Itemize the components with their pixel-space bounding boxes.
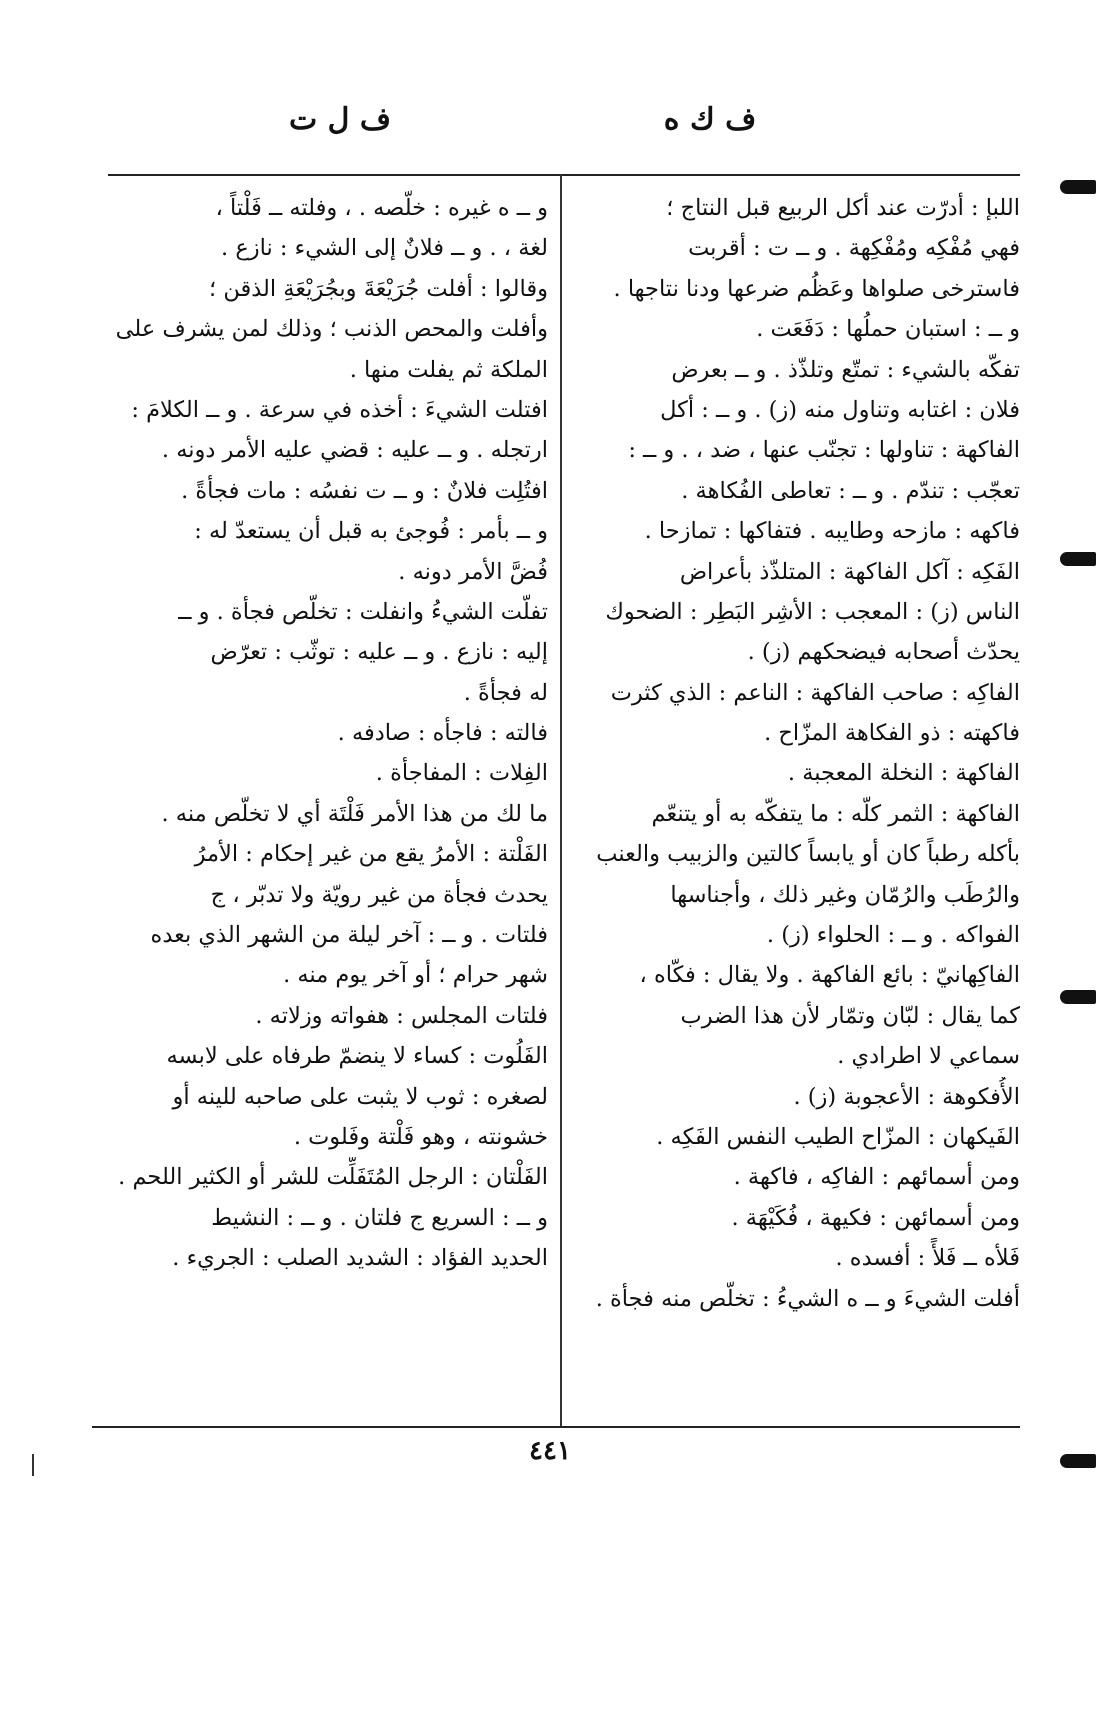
text-line: ومن أسمائهن : فكيهة ، فُكَيْهَة . [731, 1204, 1020, 1231]
left-column [112, 188, 548, 1279]
left-column-root-header: ف ل ت [288, 102, 392, 137]
text-line: الفَكِه : آكل الفاكهة : المتلذّذ بأعراض [679, 558, 1020, 585]
text-line: الفِلات : المفاجأة . [375, 760, 548, 787]
text-line: كما يقال : لبّان وتمّار لأن هذا الضرب [680, 1002, 1020, 1029]
right-column [572, 188, 1020, 1319]
text-line: فلتات . و ــ : آخر ليلة من الشهر الذي بعده [150, 922, 548, 949]
text-line: أفلت الشيءَ و ــ ه الشيءُ : تخلّص منه فجأة . [595, 1285, 1020, 1312]
text-line: ما لك من هذا الأمر فَلْتَة أي لا تخلّص منه . [161, 800, 548, 827]
margin-tick [32, 1454, 34, 1476]
text-line: فاكهه : مازحه وطايبه . فتفاكها : تمازحا . [644, 518, 1020, 545]
text-line: الفاكهة : تناولها : تجنّب عنها ، ضد ، . و ــ : [628, 437, 1020, 464]
text-line: الفَلْتان : الرجل المُتَفَلِّت للشر أو الكثير اللحم . [118, 1164, 548, 1191]
text-line: الفاكِهانيّ : بائع الفاكهة . ولا يقال : فكّاه ، [639, 962, 1020, 989]
text-line: الفاكهة : النخلة المعجبة . [787, 760, 1020, 787]
text-line: و ــ : السريع ج فلتان . و ــ : النشيط [211, 1204, 548, 1231]
right-column-root-header: ف ك ه [663, 102, 757, 137]
text-line: له فجأةً . [463, 679, 548, 706]
text-line: وقالوا : أفلت جُرَيْعَةَ وبجُرَيْعَةِ الذقن ؛ [209, 275, 548, 302]
text-line: فالته : فاجأه : صادفه . [337, 720, 548, 747]
bottom-rule [92, 1426, 1020, 1428]
text-line: فلان : اغتابه وتناول منه (ز) . و ــ : أكل [660, 396, 1020, 423]
margin-tab-mark [1060, 552, 1096, 566]
text-line: فَلأه ــ فَلأً : أفسده . [835, 1245, 1020, 1272]
text-line: فلتات المجلس : هفواته وزلاته . [255, 1002, 548, 1029]
text-line: الفاكِه : صاحب الفاكهة : الناعم : الذي كثرت [610, 679, 1020, 706]
text-line: اللبإ : أدرّت عند أكل الربيع قبل النتاج ؛ [666, 195, 1020, 221]
text-line: فهي مُفْكِه ومُفْكِهة . و ــ ت : أقربت [688, 235, 1020, 262]
text-line: والرُطَب والرُمّان وغير ذلك ، وأجناسها [670, 881, 1020, 908]
text-line: ارتجله . و ــ عليه : قضي عليه الأمر دونه . [161, 437, 548, 464]
text-line: لغة ، . و ــ فلانٌ إلى الشيء : نازع . [221, 235, 548, 262]
text-line: بأكله رطباً كان أو يابساً كالتين والزبيب والعنب [596, 841, 1020, 868]
text-line: الحديد الفؤاد : الشديد الصلب : الجريء . [172, 1245, 548, 1272]
text-line: الملكة ثم يفلت منها . [349, 356, 548, 383]
text-line: و ــ : استبان حملُها : دَفَعَت . [756, 316, 1020, 343]
text-line: الفاكهة : الثمر كلّه : ما يتفكّه به أو يتنعّم [651, 800, 1020, 827]
text-line: يحدث فجأة من غير رويّة ولا تدبّر ، ج [210, 881, 548, 908]
margin-tab-mark [1060, 1454, 1096, 1468]
text-line: وأفلت والمحص الذنب ؛ وذلك لمن يشرف على [115, 316, 548, 343]
text-line: الفَلْتة : الأمرُ يقع من غير إحكام : الأمرُ [194, 841, 548, 868]
text-line: فاكهته : ذو الفكاهة المزّاح . [764, 720, 1020, 747]
column-divider [560, 174, 562, 1426]
text-line: يحدّث أصحابه فيضحكهم (ز) . [747, 639, 1020, 666]
text-line: الأُفكوهة : الأعجوبة (ز) . [793, 1083, 1020, 1110]
text-line: الفَلُوت : كساء لا ينضمّ طرفاه على لابسه [166, 1043, 548, 1070]
text-line: افتُلِت فلانٌ : و ــ ت نفسُه : مات فجأةً . [181, 477, 548, 504]
text-line: فاسترخى صلواها وعَظُم ضرعها ودنا نتاجها . [613, 275, 1020, 302]
text-line: و ــ ه غيره : خلّصه . ، وفلته ــ فَلْتاً ، [215, 195, 548, 221]
text-line: إليه : نازع . و ــ عليه : توثّب : تعرّض [210, 639, 548, 666]
margin-tab-mark [1060, 180, 1096, 194]
text-line: لصغره : ثوب لا يثبت على صاحبه للينه أو [172, 1083, 548, 1110]
text-line: الفَيكهان : المزّاح الطيب النفس الفَكِه . [656, 1123, 1020, 1150]
text-line: الفواكه . و ــ : الحلواء (ز) . [766, 922, 1020, 949]
text-line: تفكّه بالشيء : تمتّع وتلذّذ . و ــ بعرض [671, 356, 1020, 383]
margin-tab-mark [1060, 990, 1096, 1004]
text-line: شهر حرام ؛ أو آخر يوم منه . [283, 962, 548, 989]
text-line: خشونته ، وهو فَلْتة وفَلوت . [293, 1123, 548, 1150]
text-line: تفلّت الشيءُ وانفلت : تخلّص فجأة . و ــ [178, 598, 548, 625]
text-line: الناس (ز) : المعجب : الأشِر البَطِر : الضحوك [605, 598, 1020, 625]
text-line: تعجّب : تندّم . و ــ : تعاطى الفُكاهة . [681, 477, 1020, 504]
text-line: افتلت الشيءَ : أخذه في سرعة . و ــ الكلامَ : [131, 396, 548, 423]
text-line: ومن أسمائهم : الفاكِه ، فاكهة . [733, 1164, 1020, 1191]
text-line: سماعي لا اطرادي . [837, 1043, 1020, 1070]
text-line: و ــ بأمر : فُوجئ به قبل أن يستعدّ له : [194, 518, 548, 545]
page-number: ٤٤١ [529, 1436, 571, 1466]
top-rule [108, 174, 1020, 176]
text-line: فُضَّ الأمر دونه . [398, 558, 548, 585]
